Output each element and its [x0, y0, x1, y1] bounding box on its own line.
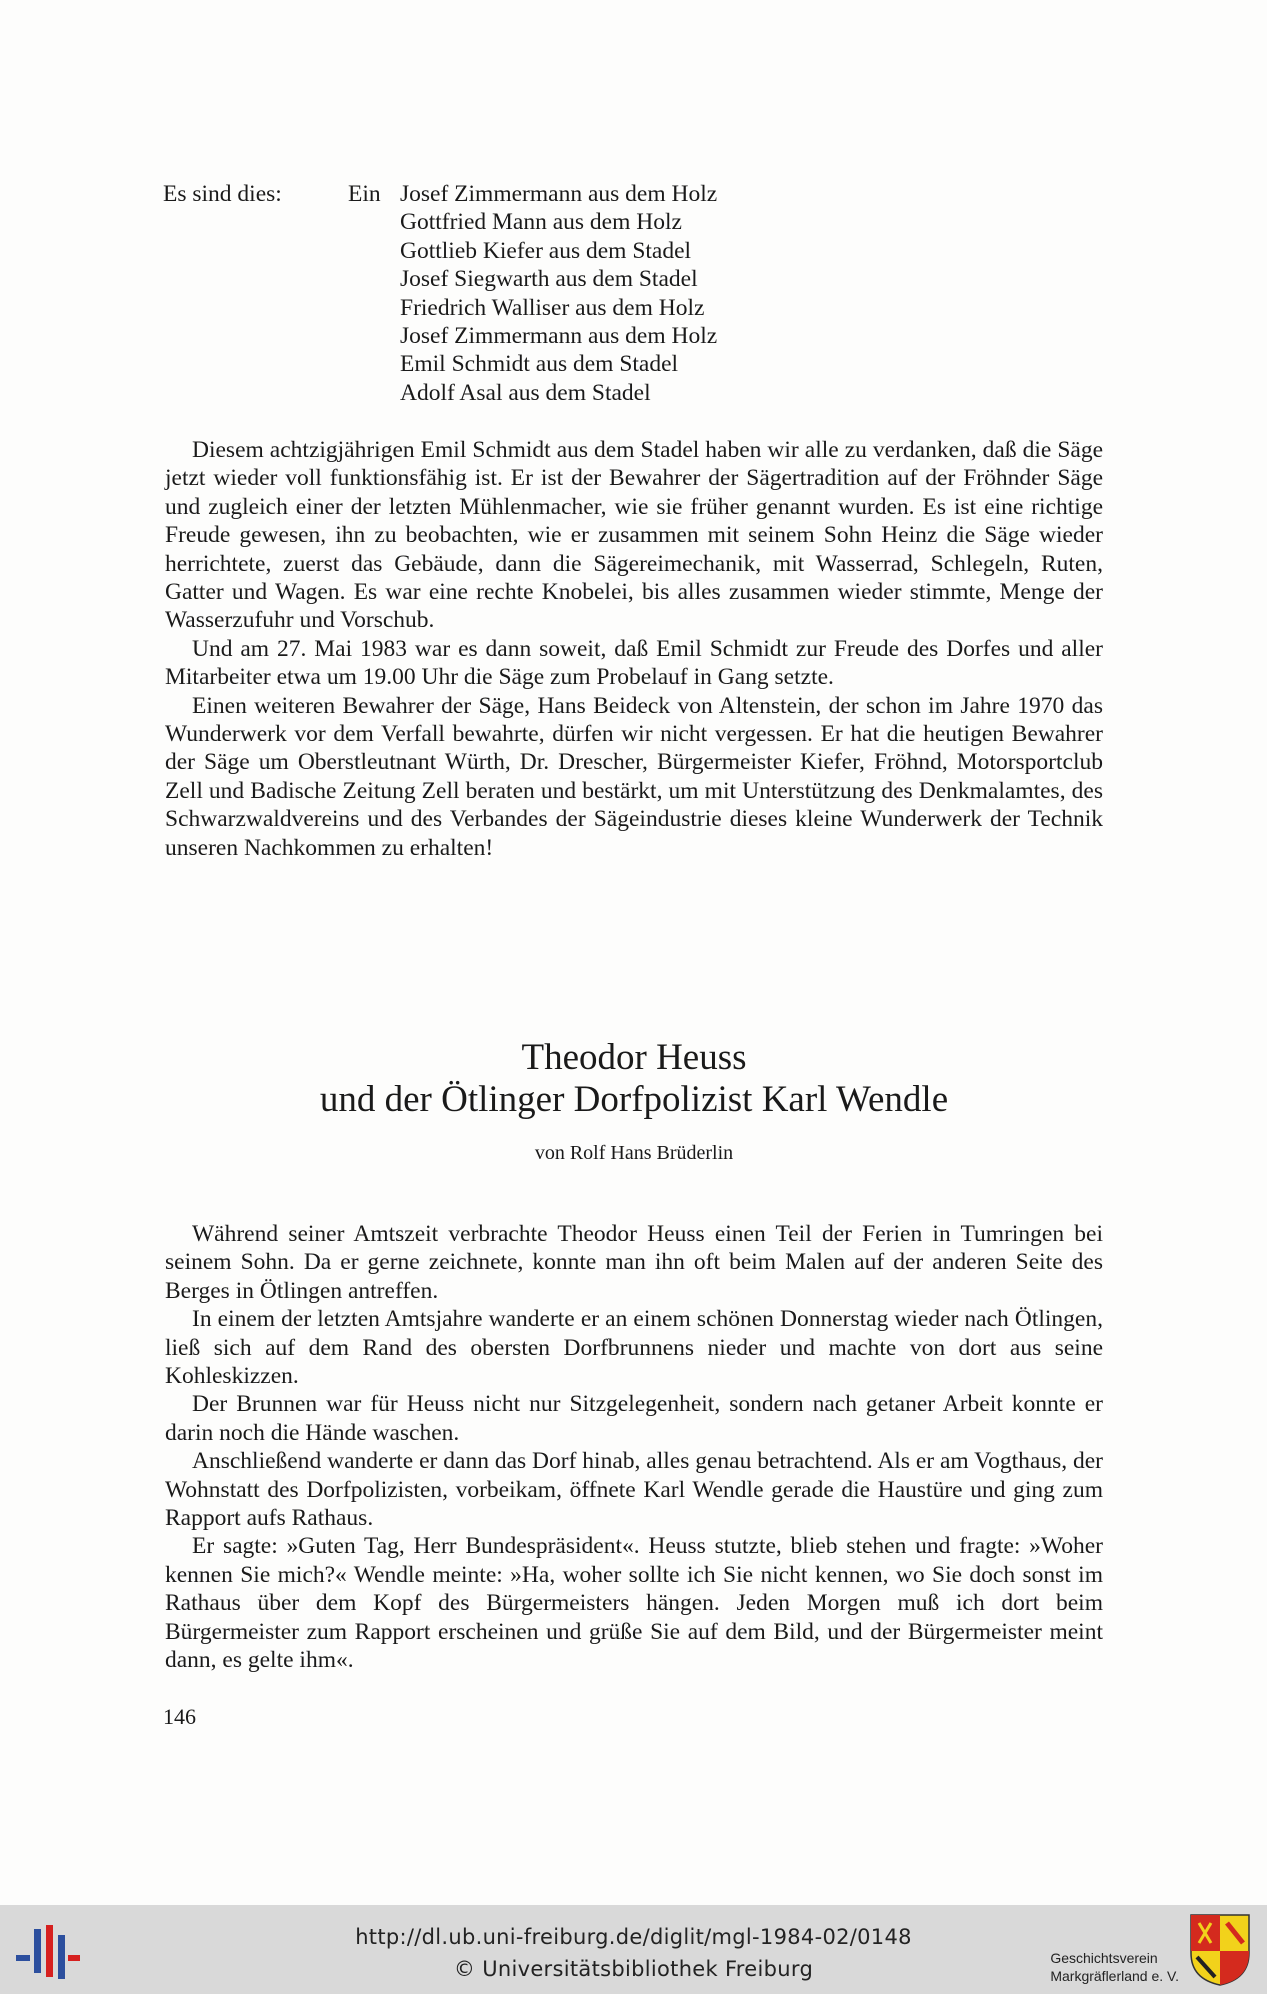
list-item: Gottfried Mann aus dem Holz	[400, 209, 682, 236]
paragraph: Während seiner Amtszeit verbrachte Theodor Heuss einen Teil der Ferien in Tumringen bei seinem Sohn. Da er gerne zeichnete, konnte man ihn oft beim Malen auf der anderen Seite des Berges in Ötlingen antreffen.	[165, 1221, 1103, 1304]
list-item: Gottlieb Kiefer aus dem Stadel	[400, 237, 692, 264]
article-title: Theodor Heuss	[521, 1037, 747, 1078]
footer-bar	[0, 1905, 1267, 1994]
list-item: Josef Siegwarth aus dem Stadel	[400, 266, 698, 293]
footer-organization	[1050, 1949, 1179, 1985]
footer-url-link[interactable]: http://dl.ub.uni-freiburg.de/diglit/mgl-1984-02/0148	[355, 1925, 912, 1949]
list-lead: Es sind dies:	[163, 181, 282, 207]
org-line: Geschichtsverein	[1050, 1950, 1158, 1966]
page-number: 146	[163, 1704, 196, 1729]
paragraph: Diesem achtzigjährigen Emil Schmidt aus dem Stadel haben wir alle zu verdanken, daß die Säge jetzt wieder voll funktionsfähig ist. Er ist der Bewahrer der Sägertradition auf der Fröhnder Säge und zugleich einer der letzten Mühlenmacher, wie sie früher genannt wurden. Es ist eine richtige Freude gewesen, ihn zu beobachten, wie er zusammen mit seinem Sohn Heinz die Säge wieder herrichtete, zuerst das Gebäude, dann die Sägereimechanik, mit Wasserrad, Schlegeln, Ruten, Gatter und Wagen. Es war eine rechte Knobelei, bis alles zusammen wieder stimmte, Menge der Wasserzufuhr und Vorschub.	[165, 437, 1103, 634]
paragraph: Anschließend wanderte er dann das Dorf hinab, alles genau betrachtend. Als er am Vogthaus, der Wohnstatt des Dorfpolizisten, vorbeikam, öffnete Karl Wendle gerade die Haustüre und ging zum Rapport aufs Rathaus.	[165, 1448, 1103, 1532]
list-item: Josef Zimmermann aus dem Holz	[400, 181, 718, 207]
list-item: Josef Zimmermann aus dem Holz	[400, 323, 718, 350]
coat-of-arms-icon	[1189, 1913, 1251, 1987]
list-item: Adolf Asal aus dem Stadel	[400, 379, 651, 406]
list-ein: Ein	[348, 181, 381, 207]
list-item: Friedrich Walliser aus dem Holz	[400, 294, 705, 321]
names-list	[400, 180, 717, 407]
paragraph: Und am 27. Mai 1983 war es dann soweit, daß Emil Schmidt zur Freude des Dorfes und aller Mitarbeiter etwa um 19.00 Uhr die Säge zum Probelauf in Gang setzte.	[165, 635, 1103, 691]
org-line: Markgräflerland e. V.	[1050, 1968, 1179, 1984]
paragraph: Der Brunnen war für Heuss nicht nur Sitzgelegenheit, sondern nach getaner Arbeit konnte er darin noch die Hände waschen.	[165, 1391, 1103, 1446]
article-subtitle: und der Ötlinger Dorfpolizist Karl Wendle	[319, 1079, 949, 1120]
list-item: Emil Schmidt aus dem Stadel	[400, 351, 679, 378]
paragraph: Er sagte: »Guten Tag, Herr Bundespräsident«. Heuss stutzte, blieb stehen und fragte: »Woher kennen Sie mich?« Wendle meinte: »Ha, woher sollte ich Sie nicht kennen, wo Sie doch sonst im Rathaus über dem Kopf des Bürgermeisters hängen. Jeden Morgen muß ich dort beim Bürgermeister zum Rapport erscheinen und grüße Sie auf dem Bild, und der Bürgermeister meint dann, es gelte ihm«.	[165, 1533, 1103, 1674]
footer-copyright: © Universitätsbibliothek Freiburg	[453, 1957, 814, 1981]
paragraph: In einem der letzten Amtsjahre wanderte er an einem schönen Donnerstag wieder nach Ötlingen, ließ sich auf dem Rand des obersten Dorfbrunnens nieder und machte von dort aus seine Kohleskizzen.	[165, 1306, 1103, 1390]
article-byline: von Rolf Hans Brüderlin	[534, 1142, 734, 1164]
paragraph: Einen weiteren Bewahrer der Säge, Hans Beideck von Altenstein, der schon im Jahre 1970 das Wunderwerk vor dem Verfall bewahrte, dürfen wir nicht vergessen. Er hat die heutigen Bewahrer der Säge um Oberstleutnant Würth, Dr. Drescher, Bürgermeister Kiefer, Fröhnd, Motorsportclub Zell und Badische Zeitung Zell beraten und bestärkt, um mit Unterstützung des Denkmalamtes, des Schwarzwaldvereins und des Verbandes der Sägeindustrie dieses kleine Wunderwerk der Technik unseren Nachkommen zu erhalten!	[165, 692, 1103, 861]
article-body	[165, 1220, 1103, 1675]
section-body	[165, 436, 1103, 862]
